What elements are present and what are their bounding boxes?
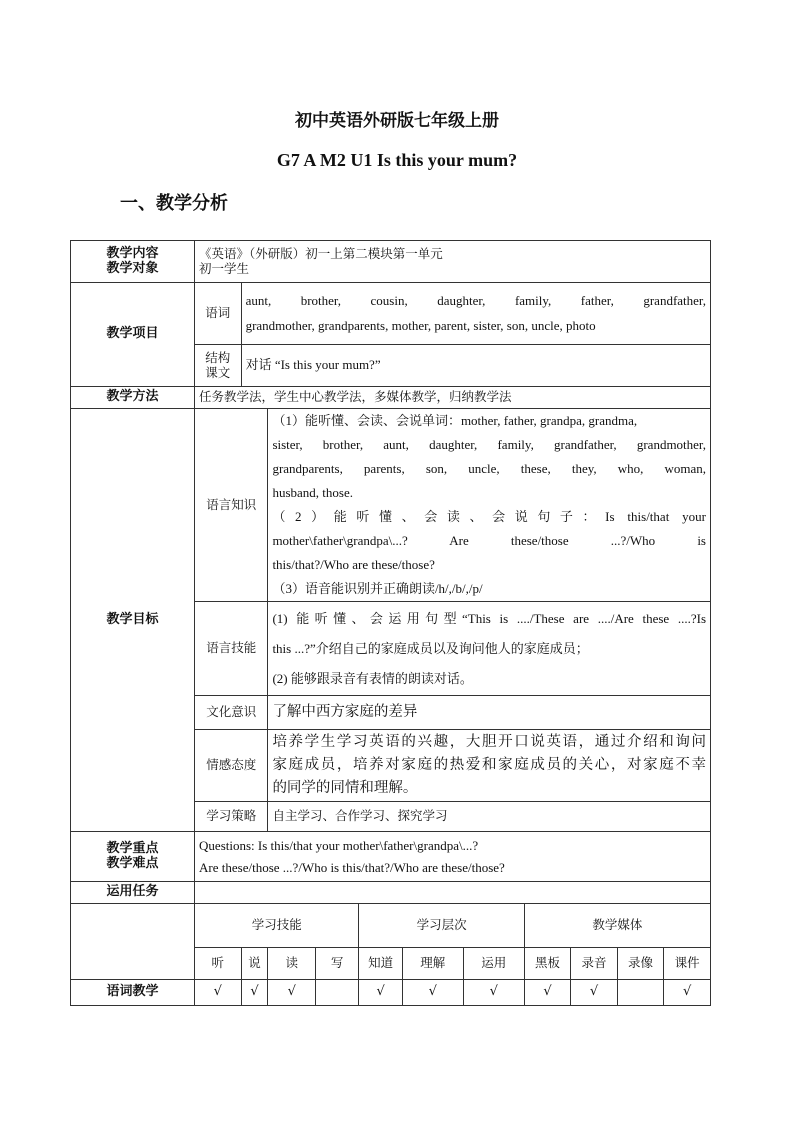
- document-title: 初中英语外研版七年级上册: [295, 111, 499, 131]
- culture-label: 文化意识: [195, 696, 268, 730]
- check-mark-cell: [617, 980, 664, 1006]
- blank-label-cell: [71, 904, 195, 980]
- lk-line-4: husband, those.: [272, 485, 353, 500]
- content-value: 《英语》（外研版）初一上第二模块第一单元: [199, 246, 443, 262]
- strategy-value: 自主学习、合作学习、探究学习: [268, 802, 711, 832]
- lang-knowledge-label: 语言知识: [195, 409, 268, 602]
- col-header: 知道: [359, 948, 402, 980]
- diff-label: 教学难点: [106, 855, 159, 871]
- content-target-label-cell: [71, 241, 195, 283]
- teaching-analysis-table: [70, 240, 711, 1006]
- lk-line-1: （1）能听懂、会读、会说单词：mother, father, grandpa, grandma,: [272, 413, 638, 428]
- struct-value: 对话 “Is this your mum?”: [241, 345, 710, 387]
- lk-line-2: sister, brother, aunt, daughter, family, grandfather, grandmother,: [272, 437, 706, 452]
- task-label: 运用任务: [71, 882, 195, 904]
- check-mark-cell: √: [359, 980, 402, 1006]
- table-row: [71, 980, 711, 1006]
- emotion-line-1: 培养学生学习英语的兴趣，大胆开口说英语，通过介绍和询问: [272, 734, 706, 750]
- lk-line-6: mother\father\grandpa\...? Are these/those ...?/Who is: [272, 533, 706, 548]
- emotion-line-2: 家庭成员，培养对家庭的热爱和家庭成员的关心，对家庭不幸: [272, 757, 706, 773]
- lk-line-3: grandparents, parents, son, uncle, these, they, who, woman,: [272, 461, 706, 476]
- check-mark-cell: √: [463, 980, 524, 1006]
- check-mark-cell: √: [195, 980, 242, 1006]
- row-label: 语词教学: [71, 980, 195, 1006]
- col-header: 课件: [664, 948, 711, 980]
- group-media-header: 教学媒体: [524, 904, 710, 948]
- ls-line-2: this ...?”介绍自己的家庭成员以及询问他人的家庭成员；: [272, 640, 589, 656]
- vocab-cell: [241, 283, 710, 345]
- check-mark-cell: √: [268, 980, 316, 1006]
- lk-line-7: this/that?/Who are these/those?: [272, 557, 435, 572]
- strategy-label: 学习策略: [195, 802, 268, 832]
- culture-value: 了解中西方家庭的差异: [268, 696, 711, 730]
- project-label: 教学项目: [71, 283, 195, 387]
- col-header: 黑板: [524, 948, 571, 980]
- task-value: [195, 882, 711, 904]
- target-label: 教学对象: [106, 260, 159, 276]
- lang-knowledge-cell: [268, 409, 711, 602]
- col-header: 录音: [571, 948, 618, 980]
- check-mark-cell: √: [571, 980, 618, 1006]
- check-mark-cell: √: [402, 980, 463, 1006]
- section-heading: 一、教学分析: [120, 193, 228, 214]
- col-header: 读: [268, 948, 316, 980]
- method-label: 教学方法: [71, 387, 195, 409]
- lk-line-8: （3）语音能识别并正确朗读/h/,/b/,/p/: [272, 581, 483, 596]
- emotion-label: 情感态度: [195, 730, 268, 802]
- ls-line-1: (1) 能听懂、会运用句型“This is ..../These are ..../Are these ....?Is: [272, 610, 706, 626]
- key-line-2: Are these/those ...?/Who is this/that?/Who are these/those?: [199, 859, 505, 875]
- check-mark-cell: √: [664, 980, 711, 1006]
- table-row: [71, 387, 711, 409]
- content-label: 教学内容: [106, 245, 159, 261]
- table-row: [71, 904, 711, 948]
- target-value: 初一学生: [199, 260, 250, 276]
- vocab-line-2: grandmother, grandparents, mother, parent, sister, son, uncle, photo: [245, 317, 596, 333]
- lang-skill-label: 语言技能: [195, 602, 268, 696]
- emotion-line-3: 的同学的同情和理解。: [272, 780, 418, 796]
- key-label: 教学重点: [106, 840, 159, 856]
- col-header: 说: [241, 948, 268, 980]
- emotion-cell: [268, 730, 711, 802]
- vocab-line-1: aunt, brother, cousin, daughter, family, father, grandfather,: [245, 292, 706, 308]
- key-cell: [195, 832, 711, 882]
- check-mark-cell: √: [524, 980, 571, 1006]
- col-header: 录像: [617, 948, 664, 980]
- col-header: 写: [315, 948, 358, 980]
- lang-skill-cell: [268, 602, 711, 696]
- struct-label-2: 课文: [205, 364, 231, 380]
- check-mark-cell: √: [241, 980, 268, 1006]
- lk-line-5: （2）能听懂、会读、会说句子：Is this/that your: [272, 509, 706, 524]
- group-level-header: 学习层次: [359, 904, 524, 948]
- key-diff-label-cell: [71, 832, 195, 882]
- table-row: [71, 409, 711, 602]
- vocab-label: 语词: [195, 283, 242, 345]
- goal-label: 教学目标: [71, 409, 195, 832]
- col-header: 运用: [463, 948, 524, 980]
- table-row: [71, 882, 711, 904]
- ls-line-3: (2) 能够跟录音有表情的朗读对话。: [272, 670, 473, 686]
- group-skill-header: 学习技能: [195, 904, 359, 948]
- content-target-value-cell: [195, 241, 711, 283]
- key-line-1: Questions: Is this/that your mother\father\grandpa\...?: [199, 837, 479, 853]
- struct-label-cell: [195, 345, 242, 387]
- check-mark-cell: [315, 980, 358, 1006]
- col-header: 听: [195, 948, 242, 980]
- table-row: [71, 832, 711, 882]
- table-row: [71, 241, 711, 283]
- table-row: [71, 283, 711, 345]
- struct-label-1: 结构: [205, 350, 231, 366]
- method-value: 任务教学法，学生中心教学法，多媒体教学，归纳教学法: [195, 387, 711, 409]
- col-header: 理解: [402, 948, 463, 980]
- document-subtitle: G7 A M2 U1 Is this your mum?: [276, 150, 518, 170]
